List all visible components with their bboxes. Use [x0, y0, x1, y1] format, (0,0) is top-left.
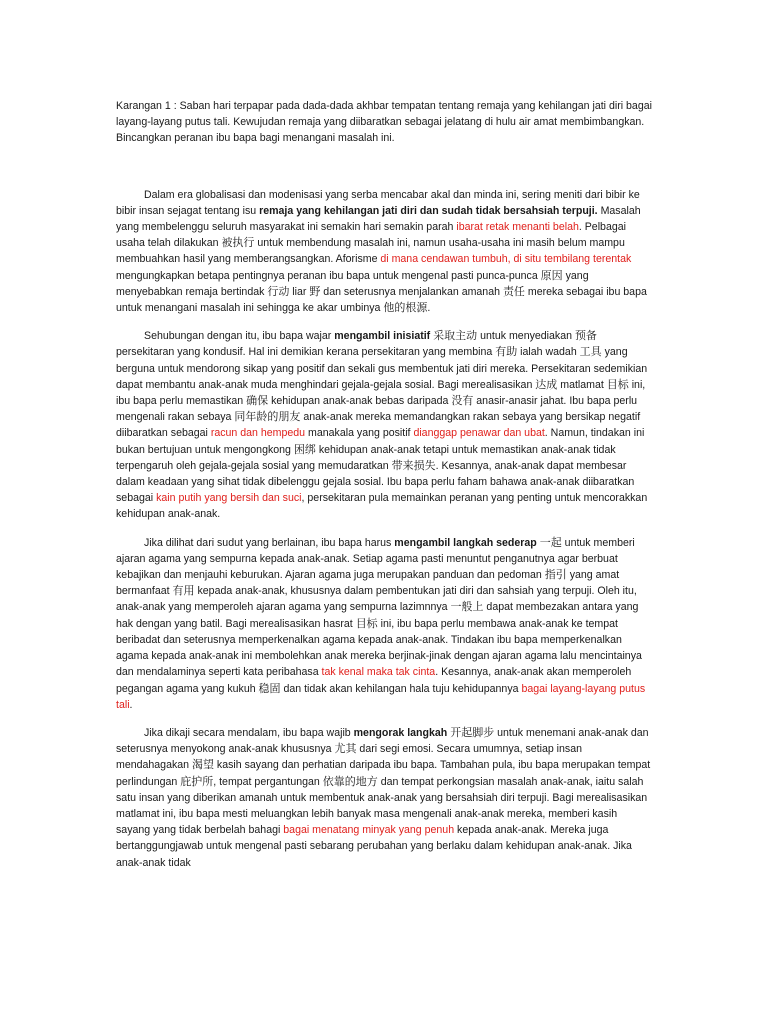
text-run: ialah wadah — [517, 346, 580, 359]
chinese-gloss: 被执行 — [221, 236, 255, 250]
text-run: yang berguna untuk mendorong sikap yang positif dan sekali gus membentuk jati diri mereka. Persekitaran sedemikian dapat membantu anak-anak muda menghindari gejala-gejala sosial. Bagi merealisasikan — [116, 346, 648, 391]
text-run: . — [427, 302, 431, 315]
text-run: Jika dikaji secara mendalam, ibu bapa wajib — [144, 726, 354, 739]
text-run: ini, ibu bapa perlu membawa anak-anak ke tempat beribadat dan seterusnya memperkenalkan agama kepada anak-anak. Tindakan ibu bapa memperkenalkan agama kepada anak-anak ini membolehkan anak mereka berjinak-jinak dengan ajaran agama lalu mencintainya dan mendalaminya seperti kata peribahasa — [116, 617, 642, 679]
bold-phrase: remaja yang kehilangan jati diri dan sudah tidak bersahsiah terpuji. — [259, 204, 598, 217]
chinese-gloss: 行动 — [267, 284, 290, 298]
text-run: kepada anak-anak. Mereka juga bertanggungjawab untuk mengenal pasti sebarang perubahan yang berlaku dalam kehidupan anak-anak. Jika anak-anak tidak — [116, 824, 632, 869]
peribahasa-highlight: bagai menatang minyak yang penuh — [283, 824, 455, 837]
chinese-gloss: 一起 — [539, 535, 562, 549]
text-run: manakala yang positif — [305, 427, 414, 440]
bold-phrase: mengambil inisiatif — [334, 330, 431, 343]
text-run: . Kesannya, anak-anak dapat membesar dalam keadaan yang sihat tidak dibelenggu gejala sosial. Ibu bapa perlu faham bahawa anak-anak diibaratkan sebagai — [116, 459, 635, 505]
text-run: Masalah yang membelenggu seluruh masyarakat ini semakin hari semakin parah — [116, 204, 641, 234]
chinese-gloss: 庇护所 — [180, 774, 214, 788]
text-run: kepada anak-anak, khususnya dalam pembentukan jati diri dan sahsiah yang terpuji. Oleh itu, anak-anak yang memperoleh ajaran agama yang sempurna lazimnnya — [116, 585, 637, 614]
essay-paragraph — [116, 187, 654, 317]
peribahasa-highlight: tak kenal maka tak cinta — [321, 666, 436, 679]
peribahasa-highlight: bagai layang-layang putus tali — [116, 682, 646, 711]
text-run: dan tidak akan kehilangan hala tuju kehidupannya — [280, 682, 522, 695]
text-run: untuk memberi ajaran agama yang sempurna kepada anak-anak. Setiap agama pasti menuntut penganutnya agar berbuat kebajikan dan menjauhi keburukan. Ajaran agama juga merupakan panduan dan pedoman — [116, 536, 635, 582]
chinese-gloss: 指引 — [544, 568, 567, 582]
text-run: yang amat bermanfaat — [116, 569, 620, 598]
chinese-gloss: 稳固 — [258, 681, 281, 695]
text-run: dari segi emosi. Secara umumnya, setiap insan mendahagakan — [116, 743, 583, 772]
text-run: dan tempat perkongsian masalah anak-anak, iaitu salah satu insan yang diberikan amanah untuk membentuk anak-anak yang bersahsiah diri terpuji. Bagi merealisasikan matlamat ini, ibu bapa mesti meluangkan lebih banyak masa mengenali anak-anak mereka, memberi kasih sayang yang tidak berbelah bahagi — [116, 775, 648, 837]
text-run: anasir-anasir jahat. Ibu bapa perlu mengenali rakan sebaya — [116, 395, 638, 424]
text-run: dapat membezakan antara yang hak dengan yang batil. Bagi merealisasikan hasrat — [116, 601, 639, 630]
text-run: . Kesannya, anak-anak akan memperoleh pegangan agama yang kukuh — [116, 666, 632, 695]
peribahasa-highlight: ibarat retak menanti belah — [456, 221, 579, 234]
chinese-gloss: 目标 — [355, 616, 378, 630]
text-run: untuk menemani anak-anak dan seterusnya menyokong anak-anak khususnya — [116, 726, 649, 756]
chinese-gloss: 预备 — [574, 329, 597, 343]
chinese-gloss: 确保 — [246, 394, 269, 408]
chinese-gloss: 原因 — [540, 268, 563, 282]
essay-paragraph — [116, 328, 654, 522]
bold-phrase: mengambil langkah sederap — [394, 536, 537, 549]
text-run: Sehubungan dengan itu, ibu bapa wajar — [144, 330, 335, 343]
text-run: kehidupan anak-anak tetapi untuk memastikan anak-anak tidak terpengaruh oleh gejala-gejala sosial yang memudaratkan — [116, 443, 616, 472]
peribahasa-highlight: kain putih yang bersih dan suci — [156, 492, 302, 505]
chinese-gloss: 有助 — [495, 345, 518, 359]
chinese-gloss: 一般上 — [450, 600, 484, 614]
text-run: kehidupan anak-anak bebas daripada — [268, 395, 452, 408]
text-run: persekitaran yang kondusif. Hal ini demikian kerana persekitaran yang membina — [116, 346, 496, 359]
chinese-gloss: 开起脚步 — [450, 725, 495, 739]
text-run: . Pelbagai usaha telah dilakukan — [116, 221, 626, 250]
chinese-gloss: 责任 — [502, 284, 525, 298]
essay-body — [116, 187, 654, 871]
bold-phrase: mengorak langkah — [353, 726, 448, 739]
text-run: ini, ibu bapa perlu memastikan — [116, 378, 646, 408]
chinese-gloss: 工具 — [579, 345, 602, 359]
text-run: mengungkapkan betapa pentingnya peranan ibu bapa untuk mengenal pasti punca-punca — [116, 269, 541, 282]
chinese-gloss: 依靠的地方 — [322, 774, 378, 788]
chinese-gloss: 同年龄的朋友 — [234, 410, 301, 424]
text-run: Dalam era globalisasi dan modenisasi yang serba mencabar akal dan minda ini, sering meniti dari bibir ke bibir insan sejagat tentang isu — [116, 188, 640, 217]
text-run: yang menyebabkan remaja bertindak — [116, 269, 589, 298]
peribahasa-highlight: di mana cendawan tumbuh, di situ tembilang terentak — [380, 253, 632, 266]
text-run: liar — [289, 285, 310, 298]
chinese-gloss: 野 — [309, 284, 321, 298]
text-run: . Namun, tindakan ini bukan bertujuan untuk mengongkong — [116, 427, 645, 456]
text-run: Jika dilihat dari sudut yang berlainan, ibu bapa harus — [144, 536, 395, 549]
text-run: kasih sayang dan perhatian daripada ibu bapa. Tambahan pula, ibu bapa merupakan tempat perlindungan — [116, 759, 651, 788]
document-page — [116, 98, 654, 883]
text-run: anak-anak mereka memandangkan rakan sebaya yang bersikap negatif diibaratkan sebagai — [116, 411, 641, 440]
chinese-gloss: 困绑 — [293, 442, 316, 456]
chinese-gloss: 他的根源 — [383, 301, 428, 315]
text-run: untuk membendung masalah ini, namun usaha-usaha ini masih belum mampu membuahkan hasil yang memberangsangkan. Aforisme — [116, 237, 625, 266]
chinese-gloss: 有用 — [172, 584, 195, 598]
chinese-gloss: 带来损失 — [391, 458, 436, 472]
peribahasa-highlight: dianggap penawar dan ubat — [413, 427, 545, 440]
text-run: mereka sebagai ibu bapa untuk menangani masalah ini sehingga ke akar umbinya — [116, 285, 647, 315]
chinese-gloss: 达成 — [535, 377, 558, 391]
text-run: dan seterusnya menjalankan amanah — [320, 285, 503, 298]
chinese-gloss: 采取主动 — [433, 329, 478, 343]
chinese-gloss: 没有 — [451, 394, 474, 408]
text-run: untuk menyediakan — [477, 330, 575, 343]
text-run: , tempat pergantungan — [213, 775, 323, 788]
essay-question: Karangan 1 : Saban hari terpapar pada dada-dada akhbar tempatan tentang remaja yang kehilangan jati diri bagai layang-layang putus tali. Kewujudan remaja yang diibaratkan sebagai jelatang di hulu air amat membimbangkan. Bincangkan peranan ibu bapa bagi menangani masalah ini. — [116, 100, 652, 145]
chinese-gloss: 尤其 — [334, 742, 357, 756]
text-run: . — [129, 698, 133, 711]
essay-paragraph — [116, 535, 654, 713]
text-run: matlamat — [557, 378, 607, 391]
essay-paragraph — [116, 725, 654, 871]
chinese-gloss: 目标 — [606, 377, 629, 391]
chinese-gloss: 渴望 — [191, 758, 214, 772]
text-run: , persekitaran pula memainkan peranan yang penting untuk mencorakkan kehidupan anak-anak. — [116, 492, 648, 521]
peribahasa-highlight: racun dan hempedu — [210, 427, 306, 440]
